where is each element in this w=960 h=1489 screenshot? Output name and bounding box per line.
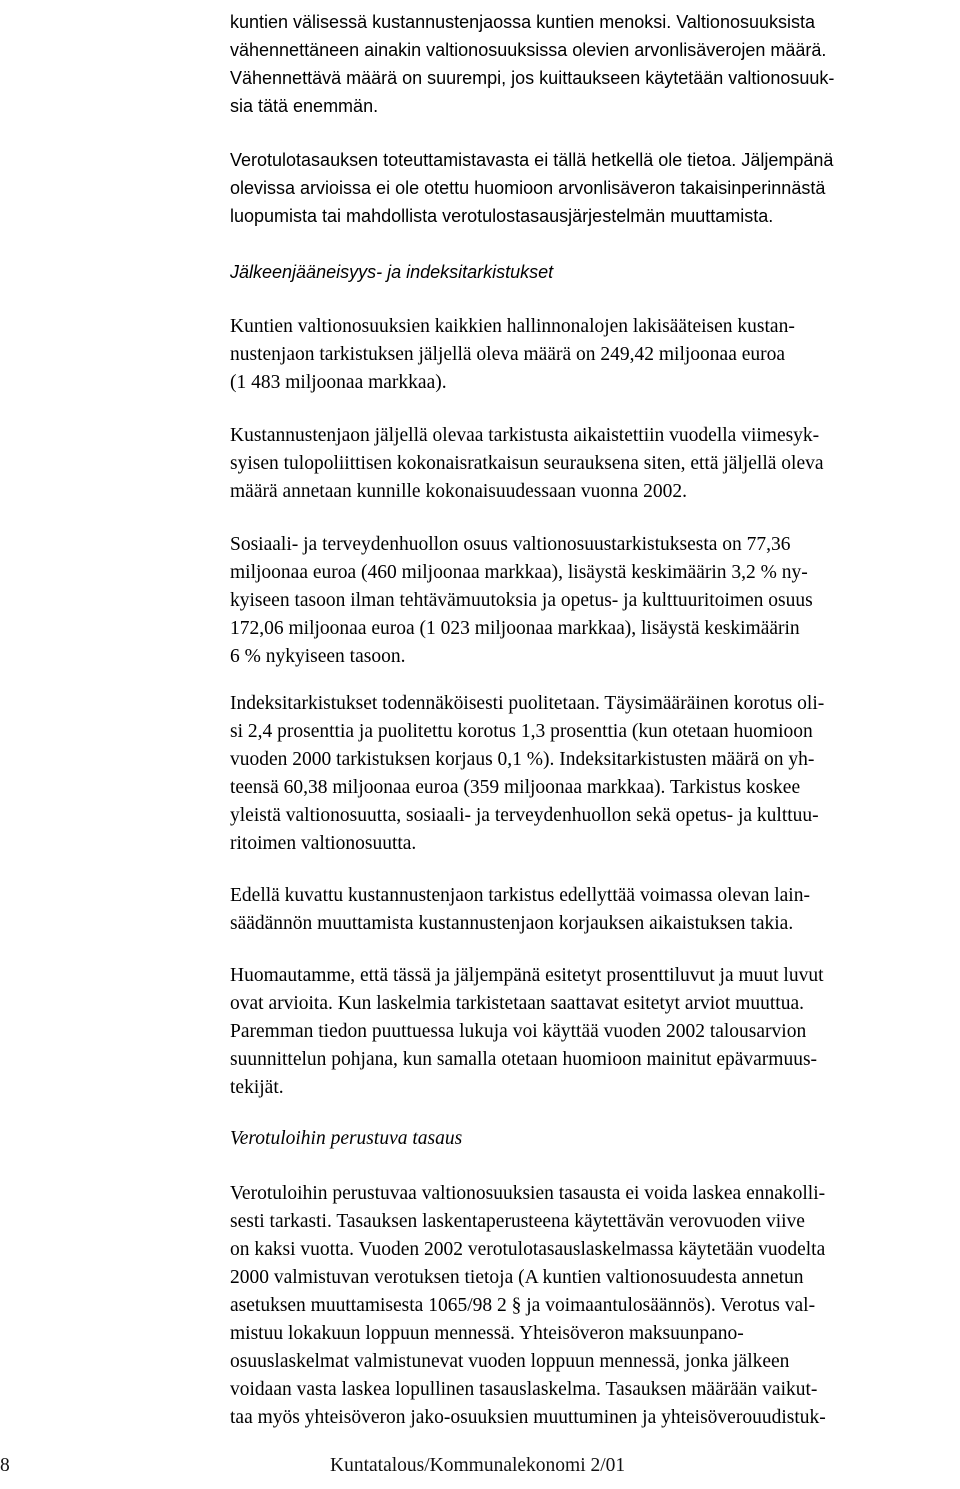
section-heading: Jälkeenjääneisyys- ja indeksitarkistukset [230, 262, 554, 282]
text-line: (1 483 miljoonaa markkaa). [230, 372, 447, 393]
section-heading-tax-equalization [230, 1125, 462, 1153]
text-line: Vähennettävä määrä on suurempi, jos kuittaukseen käytetään valtionosuuk- [230, 68, 835, 88]
text-line: yleistä valtionosuutta, sosiaali- ja terveydenhuollon sekä opetus- ja kulttuu- [230, 805, 819, 826]
text-line: Kustannustenjaon jäljellä olevaa tarkistusta aikaistettiin vuodella viimesyk- [230, 425, 820, 446]
section-heading: Verotuloihin perustuva tasaus [230, 1128, 463, 1149]
paragraph-social-health-share [230, 531, 813, 671]
text-line: Verotulotasauksen toteuttamistavasta ei tällä hetkellä ole tietoa. Jäljempänä [230, 150, 834, 170]
text-line: 2000 valmistuvan verotuksen tietoja (A kuntien valtionosuudesta annetun [230, 1267, 804, 1288]
text-line: sia tätä enemmän. [230, 96, 379, 116]
text-line: si 2,4 prosenttia ja puolitettu korotus 1,3 prosenttia (kun otetaan huomioon [230, 721, 813, 742]
text-line: asetuksen muuttamisesta 1065/98 2 § ja voimaantulosäännös). Verotus val- [230, 1295, 816, 1316]
text-line: sesti tarkasti. Tasauksen laskentaperusteena käytettävän verovuoden viive [230, 1211, 805, 1232]
text-line: mistuu lokakuun loppuun mennessä. Yhteisöveron maksuunpano- [230, 1323, 744, 1344]
text-line: vuoden 2000 tarkistuksen korjaus 0,1 %). Indeksitarkistusten määrä on yh- [230, 749, 815, 770]
text-line: Indeksitarkistukset todennäköisesti puolitetaan. Täysimääräinen korotus oli- [230, 693, 825, 714]
text-line: ritoimen valtionosuutta. [230, 833, 417, 854]
text-line: suunnittelun pohjana, kun samalla otetaan huomioon mainitut epävarmuus- [230, 1049, 818, 1070]
text-line: luopumista tai mahdollista verotulostasausjärjestelmän muuttamista. [230, 206, 774, 226]
section-heading-index-adjustments [230, 258, 553, 286]
text-line: miljoonaa euroa (460 miljoonaa markkaa), lisäystä keskimäärin 3,2 % ny- [230, 562, 808, 583]
page-number: 8 [0, 1455, 10, 1476]
text-line: ovat arvioita. Kun laskelmia tarkistetaan saattavat esitetyt arviot muuttua. [230, 993, 804, 1014]
text-line: Huomautamme, että tässä ja jäljempänä esitetyt prosenttiluvut ja muut luvut [230, 965, 824, 986]
text-line: kuntien välisessä kustannustenjaossa kuntien menoksi. Valtionosuuksista [230, 12, 815, 32]
publication-title: Kuntatalous/Kommunalekonomi 2/01 [330, 1455, 626, 1476]
paragraph-tax-based-equalization [230, 1180, 826, 1432]
paragraph-tax-equalization-info [230, 146, 833, 230]
text-line: on kaksi vuotta. Vuoden 2002 verotulotasauslaskelmassa käytetään vuodelta [230, 1239, 826, 1260]
paragraph-tax-deduction [230, 8, 834, 120]
text-line: nustenjaon tarkistuksen jäljellä oleva määrä on 249,42 miljoonaa euroa [230, 344, 786, 365]
text-line: 172,06 miljoonaa euroa (1 023 miljoonaa markkaa), lisäystä keskimäärin [230, 618, 800, 639]
text-line: määrä annetaan kunnille kokonaisuudessaan vuonna 2002. [230, 481, 688, 502]
text-line: kyiseen tasoon ilman tehtävämuutoksia ja opetus- ja kulttuuritoimen osuus [230, 590, 813, 611]
text-line: säädännön muuttamista kustannustenjaon korjauksen aikaistuksen takia. [230, 913, 794, 934]
text-line: Verotuloihin perustuvaa valtionosuuksien tasausta ei voida laskea ennakolli- [230, 1183, 826, 1204]
paragraph-cost-sharing-advance [230, 422, 824, 506]
text-line: olevissa arvioissa ei ole otettu huomioon arvonlisäveron takaisinperinnästä [230, 178, 826, 198]
text-line: vähennettäneen ainakin valtionosuuksissa olevien arvonlisäverojen määrä. [230, 40, 827, 60]
text-line: teensä 60,38 miljoonaa euroa (359 miljoonaa markkaa). Tarkistus koskee [230, 777, 801, 798]
text-line: taa myös yhteisöveron jako-osuuksien muuttuminen ja yhteisöverouudistuk- [230, 1407, 826, 1428]
text-line: Sosiaali- ja terveydenhuollon osuus valtionosuustarkistuksesta on 77,36 [230, 534, 791, 555]
text-line: Kuntien valtionosuuksien kaikkien hallinnonalojen lakisääteisen kustan- [230, 316, 795, 337]
text-line: 6 % nykyiseen tasoon. [230, 646, 406, 667]
paragraph-legislation-change [230, 882, 810, 938]
text-line: Edellä kuvattu kustannustenjaon tarkistus edellyttää voimassa olevan lain- [230, 885, 810, 906]
paragraph-cost-sharing-remaining [230, 313, 795, 397]
paragraph-estimates-note [230, 962, 824, 1102]
text-line: Paremman tiedon puuttuessa lukuja voi käyttää vuoden 2002 talousarvion [230, 1021, 807, 1042]
text-line: voidaan vasta laskea lopullinen tasauslaskelma. Tasauksen määrään vaikut- [230, 1379, 818, 1400]
paragraph-index-adjustments [230, 690, 824, 858]
text-line: osuuslaskelmat valmistunevat vuoden loppuun mennessä, jonka jälkeen [230, 1351, 790, 1372]
text-line: syisen tulopoliittisen kokonaisratkaisun seurauksena siten, että jäljellä oleva [230, 453, 824, 474]
text-line: tekijät. [230, 1077, 284, 1098]
